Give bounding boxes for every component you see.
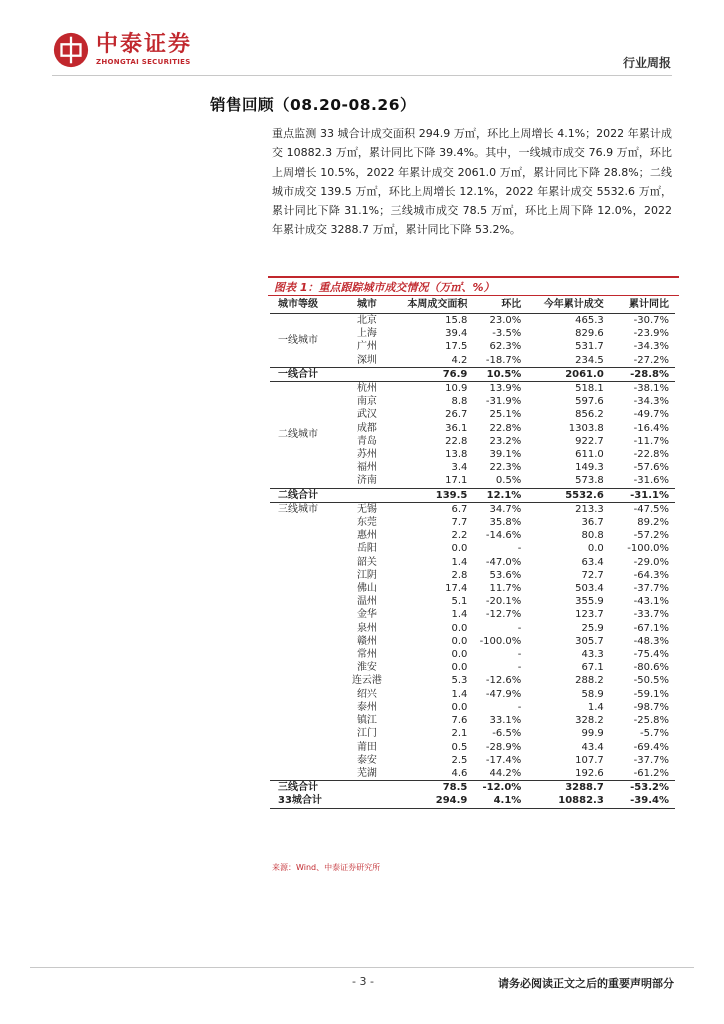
- logo-name-en: ZHONGTAI SECURITIES: [96, 58, 191, 66]
- table-cell-ytd: 856.2: [575, 409, 604, 421]
- tier-total-label: 三线合计: [270, 781, 341, 795]
- table-cell-qoq: -47.0%: [485, 556, 522, 568]
- table-cell-city: 温州: [356, 596, 377, 608]
- col-header-week-area: 本周成交面积: [392, 297, 473, 314]
- table-cell-qoq: 10.5%: [473, 367, 527, 381]
- table-cell-city: 莆田: [356, 741, 377, 753]
- table-cell-week-area: 7.6: [451, 715, 468, 727]
- table-cell-week-area: 0.0: [451, 662, 468, 674]
- table-cell-city: 武汉: [356, 409, 377, 421]
- table-cell-week-area: 17.4: [445, 583, 468, 595]
- table-cell-yoy: -11.7%: [633, 435, 669, 447]
- table-cell-week-area: 78.5: [392, 781, 473, 795]
- table-cell-yoy: -64.3%: [633, 569, 669, 581]
- table-cell-yoy: -37.7%: [633, 754, 669, 766]
- table-cell-ytd: 36.7: [581, 517, 604, 529]
- table-cell-ytd: 99.9: [581, 728, 604, 740]
- table-cell-week-area: 4.6: [451, 767, 468, 779]
- table-cell-yoy: -61.2%: [633, 767, 669, 779]
- col-header-city: 城市: [341, 297, 392, 314]
- table-cell-qoq: 35.8%: [489, 517, 522, 529]
- figure-source: 来源：Wind、中泰证券研究所: [272, 863, 381, 872]
- city-sales-table: [270, 297, 675, 809]
- table-cell-ytd: 465.3: [575, 315, 604, 326]
- table-cell-qoq: 23.2%: [489, 435, 522, 447]
- section-title: 销售回顾（08.20-08.26）: [210, 96, 416, 114]
- table-cell-ytd: 518.1: [527, 382, 609, 396]
- table-cell-city: 泉州: [356, 622, 377, 634]
- col-header-ytd: 今年累计成交: [527, 297, 609, 314]
- table-cell-qoq: -: [517, 649, 522, 661]
- table-cell-ytd: 234.5: [575, 354, 604, 366]
- company-logo: [52, 30, 192, 70]
- table-cell-ytd: 213.3: [527, 502, 609, 516]
- table-cell-qoq: 11.7%: [489, 583, 522, 595]
- table-cell-week-area: 2.5: [451, 754, 468, 766]
- table-cell-ytd: 1.4: [587, 701, 604, 713]
- table-cell-ytd: 573.8: [575, 475, 604, 487]
- table-cell-ytd: 1303.8: [568, 422, 604, 434]
- table-cell-ytd: 288.2: [575, 675, 604, 687]
- table-cell-week-area: 8.8: [451, 396, 468, 408]
- table-cell-ytd: 3288.7: [527, 781, 609, 795]
- col-header-qoq: 环比: [473, 297, 527, 314]
- table-cell-city: 江门: [356, 728, 377, 740]
- col-header-yoy: 累计同比: [610, 297, 675, 314]
- table-cell-ytd: 149.3: [575, 462, 604, 474]
- table-cell-qoq: -20.1%: [485, 596, 522, 608]
- table-cell-ytd: 192.6: [575, 767, 604, 779]
- table-cell-city: 苏州: [356, 449, 377, 461]
- table-cell-qoq: -47.9%: [485, 688, 522, 700]
- table-cell-ytd: 43.4: [581, 741, 604, 753]
- table-cell-qoq: 12.1%: [473, 488, 527, 502]
- table-cell-ytd: 597.6: [575, 396, 604, 408]
- table-cell-ytd: 67.1: [581, 662, 604, 674]
- table-cell-week-area: 5.3: [451, 675, 468, 687]
- table-cell-ytd: 123.7: [575, 609, 604, 621]
- table-cell-qoq: 62.3%: [489, 341, 522, 353]
- table-cell-qoq: 39.1%: [489, 449, 522, 461]
- table-cell-week-area: 39.4: [445, 328, 468, 340]
- table-cell-city: 广州: [356, 341, 377, 353]
- table-cell-qoq: -14.6%: [485, 530, 522, 542]
- table-cell-yoy: -57.6%: [633, 462, 669, 474]
- table-cell-qoq: 44.2%: [489, 767, 522, 779]
- table-cell-qoq: -100.0%: [479, 635, 522, 647]
- tier-label: 一线城市: [278, 334, 318, 346]
- table-cell-yoy: -59.1%: [633, 688, 669, 700]
- table-cell-ytd: 0.0: [587, 543, 604, 555]
- table-cell-qoq: -: [517, 622, 522, 634]
- table-cell-empty: [341, 781, 392, 795]
- table-cell-yoy: -98.7%: [633, 701, 669, 713]
- table-row: [270, 314, 675, 328]
- table-cell-city: 东莞: [356, 517, 377, 529]
- table-cell-yoy: -31.6%: [633, 475, 669, 487]
- table-cell-qoq: -18.7%: [485, 354, 522, 366]
- table-cell-yoy: -22.8%: [633, 449, 669, 461]
- table-cell-week-area: 0.0: [451, 622, 468, 634]
- table-cell-qoq: 34.7%: [473, 502, 527, 516]
- table-cell-qoq: 25.1%: [489, 409, 522, 421]
- table-cell-week-area: 36.1: [445, 422, 468, 434]
- table-cell-yoy: -43.1%: [633, 596, 669, 608]
- table-cell-week-area: 6.7: [392, 502, 473, 516]
- table-cell-qoq: -31.9%: [485, 396, 522, 408]
- table-cell-city: 福州: [356, 462, 377, 474]
- table-cell-yoy: -48.3%: [633, 635, 669, 647]
- table-cell-city: 泰安: [356, 754, 377, 766]
- table-cell-yoy: -67.1%: [633, 622, 669, 634]
- table-cell-city: 江阴: [356, 569, 377, 581]
- table-cell-yoy: -31.1%: [610, 488, 675, 502]
- tier-total-label: 二线合计: [270, 488, 341, 502]
- table-cell-yoy: -5.7%: [639, 728, 669, 740]
- table-cell-qoq: -6.5%: [492, 728, 522, 740]
- table-cell-week-area: 4.2: [451, 354, 468, 366]
- table-cell-city: 绍兴: [356, 688, 377, 700]
- table-cell-city: 芜湖: [356, 767, 377, 779]
- table-cell-qoq: 33.1%: [489, 715, 522, 727]
- table-cell-ytd: 305.7: [575, 635, 604, 647]
- tier-label: 三线城市: [270, 502, 341, 780]
- table-cell-yoy: -75.4%: [633, 649, 669, 661]
- table-cell-city: 淮安: [356, 662, 377, 674]
- table-header-row: [270, 297, 675, 314]
- table-cell-week-area: 17.1: [445, 475, 468, 487]
- table-cell-yoy: -27.2%: [633, 354, 669, 366]
- table-cell-city: 深圳: [356, 354, 377, 366]
- table-cell-week-area: 5.1: [451, 596, 468, 608]
- table-cell-yoy: -28.8%: [610, 367, 675, 381]
- table-cell-ytd: 531.7: [575, 341, 604, 353]
- table-cell-week-area: 3.4: [451, 462, 468, 474]
- table-cell-yoy: -30.7%: [633, 315, 669, 326]
- table-cell-week-area: 139.5: [392, 488, 473, 502]
- table-cell-empty: [341, 488, 392, 502]
- table-cell-yoy: -38.1%: [610, 382, 675, 396]
- table-cell-city: 金华: [356, 609, 377, 621]
- table-cell-qoq: 22.3%: [489, 462, 522, 474]
- table-cell-week-area: 7.7: [451, 517, 468, 529]
- grand-total-label: 33城合计: [270, 794, 341, 808]
- table-cell-qoq: -12.0%: [473, 781, 527, 795]
- doc-type-label: 行业周报: [622, 56, 671, 70]
- table-cell-yoy: -29.0%: [633, 556, 669, 568]
- table-cell-ytd: 611.0: [575, 449, 604, 461]
- footer-disclaimer: 请务必阅读正文之后的重要声明部分: [498, 977, 674, 990]
- table-cell-city: 泰州: [356, 701, 377, 713]
- table-cell-week-area: 13.8: [445, 449, 468, 461]
- table-cell-ytd: 355.9: [575, 596, 604, 608]
- tier-total-row: [270, 367, 675, 381]
- table-cell-city: 佛山: [356, 583, 377, 595]
- table-cell-city: 杭州: [341, 382, 392, 396]
- table-cell-week-area: 15.8: [445, 315, 468, 326]
- table-cell-yoy: -23.9%: [633, 328, 669, 340]
- footer-divider: [30, 967, 694, 968]
- table-cell-yoy: -80.6%: [633, 662, 669, 674]
- table-cell-yoy: -39.4%: [610, 794, 675, 808]
- table-cell-city: 无锡: [341, 502, 392, 516]
- table-cell-city: 济南: [356, 475, 377, 487]
- table-cell-qoq: -12.7%: [485, 609, 522, 621]
- table-cell-yoy: -34.3%: [633, 396, 669, 408]
- tier-total-label: 一线合计: [270, 367, 341, 381]
- table-cell-qoq: -: [517, 701, 522, 713]
- table-cell-qoq: -: [517, 662, 522, 674]
- table-cell-yoy: -49.7%: [633, 409, 669, 421]
- table-cell-city: 韶关: [356, 556, 377, 568]
- table-cell-qoq: 23.0%: [489, 315, 522, 326]
- table-cell-city: 青岛: [356, 435, 377, 447]
- table-cell-week-area: 2.1: [451, 728, 468, 740]
- table-cell-yoy: 89.2%: [637, 517, 669, 529]
- table-cell-city: 上海: [356, 328, 377, 340]
- table-cell-city: 常州: [356, 649, 377, 661]
- table-cell-week-area: 0.0: [451, 701, 468, 713]
- table-cell-yoy: -34.3%: [633, 341, 669, 353]
- table-cell-empty: [341, 794, 392, 808]
- table-cell-week-area: 17.5: [445, 341, 468, 353]
- table-cell-ytd: 72.7: [581, 569, 604, 581]
- table-cell-yoy: -57.2%: [633, 530, 669, 542]
- table-cell-ytd: 328.2: [575, 715, 604, 727]
- table-cell-yoy: -37.7%: [633, 583, 669, 595]
- table-cell-city: 连云港: [351, 675, 382, 687]
- table-cell-ytd: 80.8: [581, 530, 604, 542]
- table-cell-yoy: -47.5%: [610, 502, 675, 516]
- table-cell-yoy: -53.2%: [610, 781, 675, 795]
- grand-total-row: [270, 794, 675, 808]
- table-row: [270, 382, 675, 396]
- table-cell-week-area: 26.7: [445, 409, 468, 421]
- summary-paragraph: 重点监测 33 城合计成交面积 294.9 万㎡，环比上周增长 4.1%；2022 年累计成交 10882.3 万㎡，累计同比下降 39.4%。其中，一线城市成交 76.9 万㎡，环比上周增长 10.5%，2022 年累计成交 2061.0 万㎡，累计同比下降 28.8%；二线城市成交 139.5 万㎡，环比上周增长 12.1%，2022 年累计成交 5532.6 万㎡，累计同比下降 31.1%；三线城市成交 78.5 万㎡，环比上周下降 12.0%，2022 年累计成交 3288.7 万㎡，累计同比下降 53.2%。: [272, 127, 672, 237]
- table-cell-qoq: -3.5%: [492, 328, 522, 340]
- table-row: [270, 502, 675, 516]
- tier-total-row: [270, 781, 675, 795]
- table-cell-ytd: 58.9: [581, 688, 604, 700]
- table-cell-yoy: -50.5%: [633, 675, 669, 687]
- table-cell-qoq: 13.9%: [473, 382, 527, 396]
- zhongtai-logo-icon: [52, 31, 90, 69]
- table-cell-ytd: 43.3: [581, 649, 604, 661]
- table-cell-week-area: 0.0: [451, 543, 468, 555]
- table-cell-ytd: 25.9: [581, 622, 604, 634]
- table-cell-week-area: 2.8: [451, 569, 468, 581]
- table-cell-qoq: -17.4%: [485, 754, 522, 766]
- table-cell-empty: [341, 367, 392, 381]
- table-cell-qoq: -12.6%: [485, 675, 522, 687]
- table-cell-qoq: 4.1%: [473, 794, 527, 808]
- page-number: - 3 -: [352, 975, 374, 988]
- table-cell-city: 成都: [356, 422, 377, 434]
- table-cell-week-area: 0.0: [451, 649, 468, 661]
- table-cell-qoq: -28.9%: [485, 741, 522, 753]
- table-cell-week-area: 2.2: [451, 530, 468, 542]
- table-cell-qoq: 22.8%: [489, 422, 522, 434]
- table-cell-city: 赣州: [356, 635, 377, 647]
- table-cell-yoy: -69.4%: [633, 741, 669, 753]
- col-header-tier: 城市等级: [270, 297, 341, 314]
- table-cell-qoq: 0.5%: [495, 475, 522, 487]
- table-cell-ytd: 829.6: [575, 328, 604, 340]
- table-cell-week-area: 10.9: [392, 382, 473, 396]
- tier-total-row: [270, 488, 675, 502]
- logo-name-cn: 中泰证券: [96, 32, 193, 57]
- figure-top-rule: [268, 276, 679, 278]
- figure-title-rule: [268, 295, 679, 296]
- table-cell-yoy: -100.0%: [627, 543, 669, 555]
- table-cell-ytd: 107.7: [575, 754, 604, 766]
- table-cell-yoy: -33.7%: [633, 609, 669, 621]
- table-cell-city: 岳阳: [356, 543, 377, 555]
- tier-label: 二线城市: [270, 382, 341, 489]
- table-cell-city: 惠州: [356, 530, 377, 542]
- table-cell-qoq: -: [517, 543, 522, 555]
- table-cell-week-area: 1.4: [451, 688, 468, 700]
- table-cell-city: 南京: [356, 396, 377, 408]
- figure-title: 图表 1：重点跟踪城市成交情况（万㎡、%）: [274, 281, 495, 294]
- table-cell-week-area: 76.9: [392, 367, 473, 381]
- table-cell-qoq: 53.6%: [489, 569, 522, 581]
- table-cell-yoy: -25.8%: [633, 715, 669, 727]
- table-cell-week-area: 1.4: [451, 556, 468, 568]
- table-cell-ytd: 5532.6: [527, 488, 609, 502]
- table-cell-ytd: 922.7: [575, 435, 604, 447]
- table-cell-city: 北京: [356, 315, 377, 326]
- table-cell-week-area: 1.4: [451, 609, 468, 621]
- table-cell-ytd: 503.4: [575, 583, 604, 595]
- table-cell-ytd: 10882.3: [527, 794, 609, 808]
- table-cell-week-area: 0.0: [451, 635, 468, 647]
- table-cell-yoy: -16.4%: [633, 422, 669, 434]
- table-cell-week-area: 294.9: [392, 794, 473, 808]
- table-cell-week-area: 0.5: [451, 741, 468, 753]
- header-divider: [52, 75, 672, 76]
- table-cell-city: 镇江: [356, 715, 377, 727]
- table-cell-ytd: 63.4: [581, 556, 604, 568]
- table-cell-week-area: 22.8: [445, 435, 468, 447]
- table-cell-ytd: 2061.0: [527, 367, 609, 381]
